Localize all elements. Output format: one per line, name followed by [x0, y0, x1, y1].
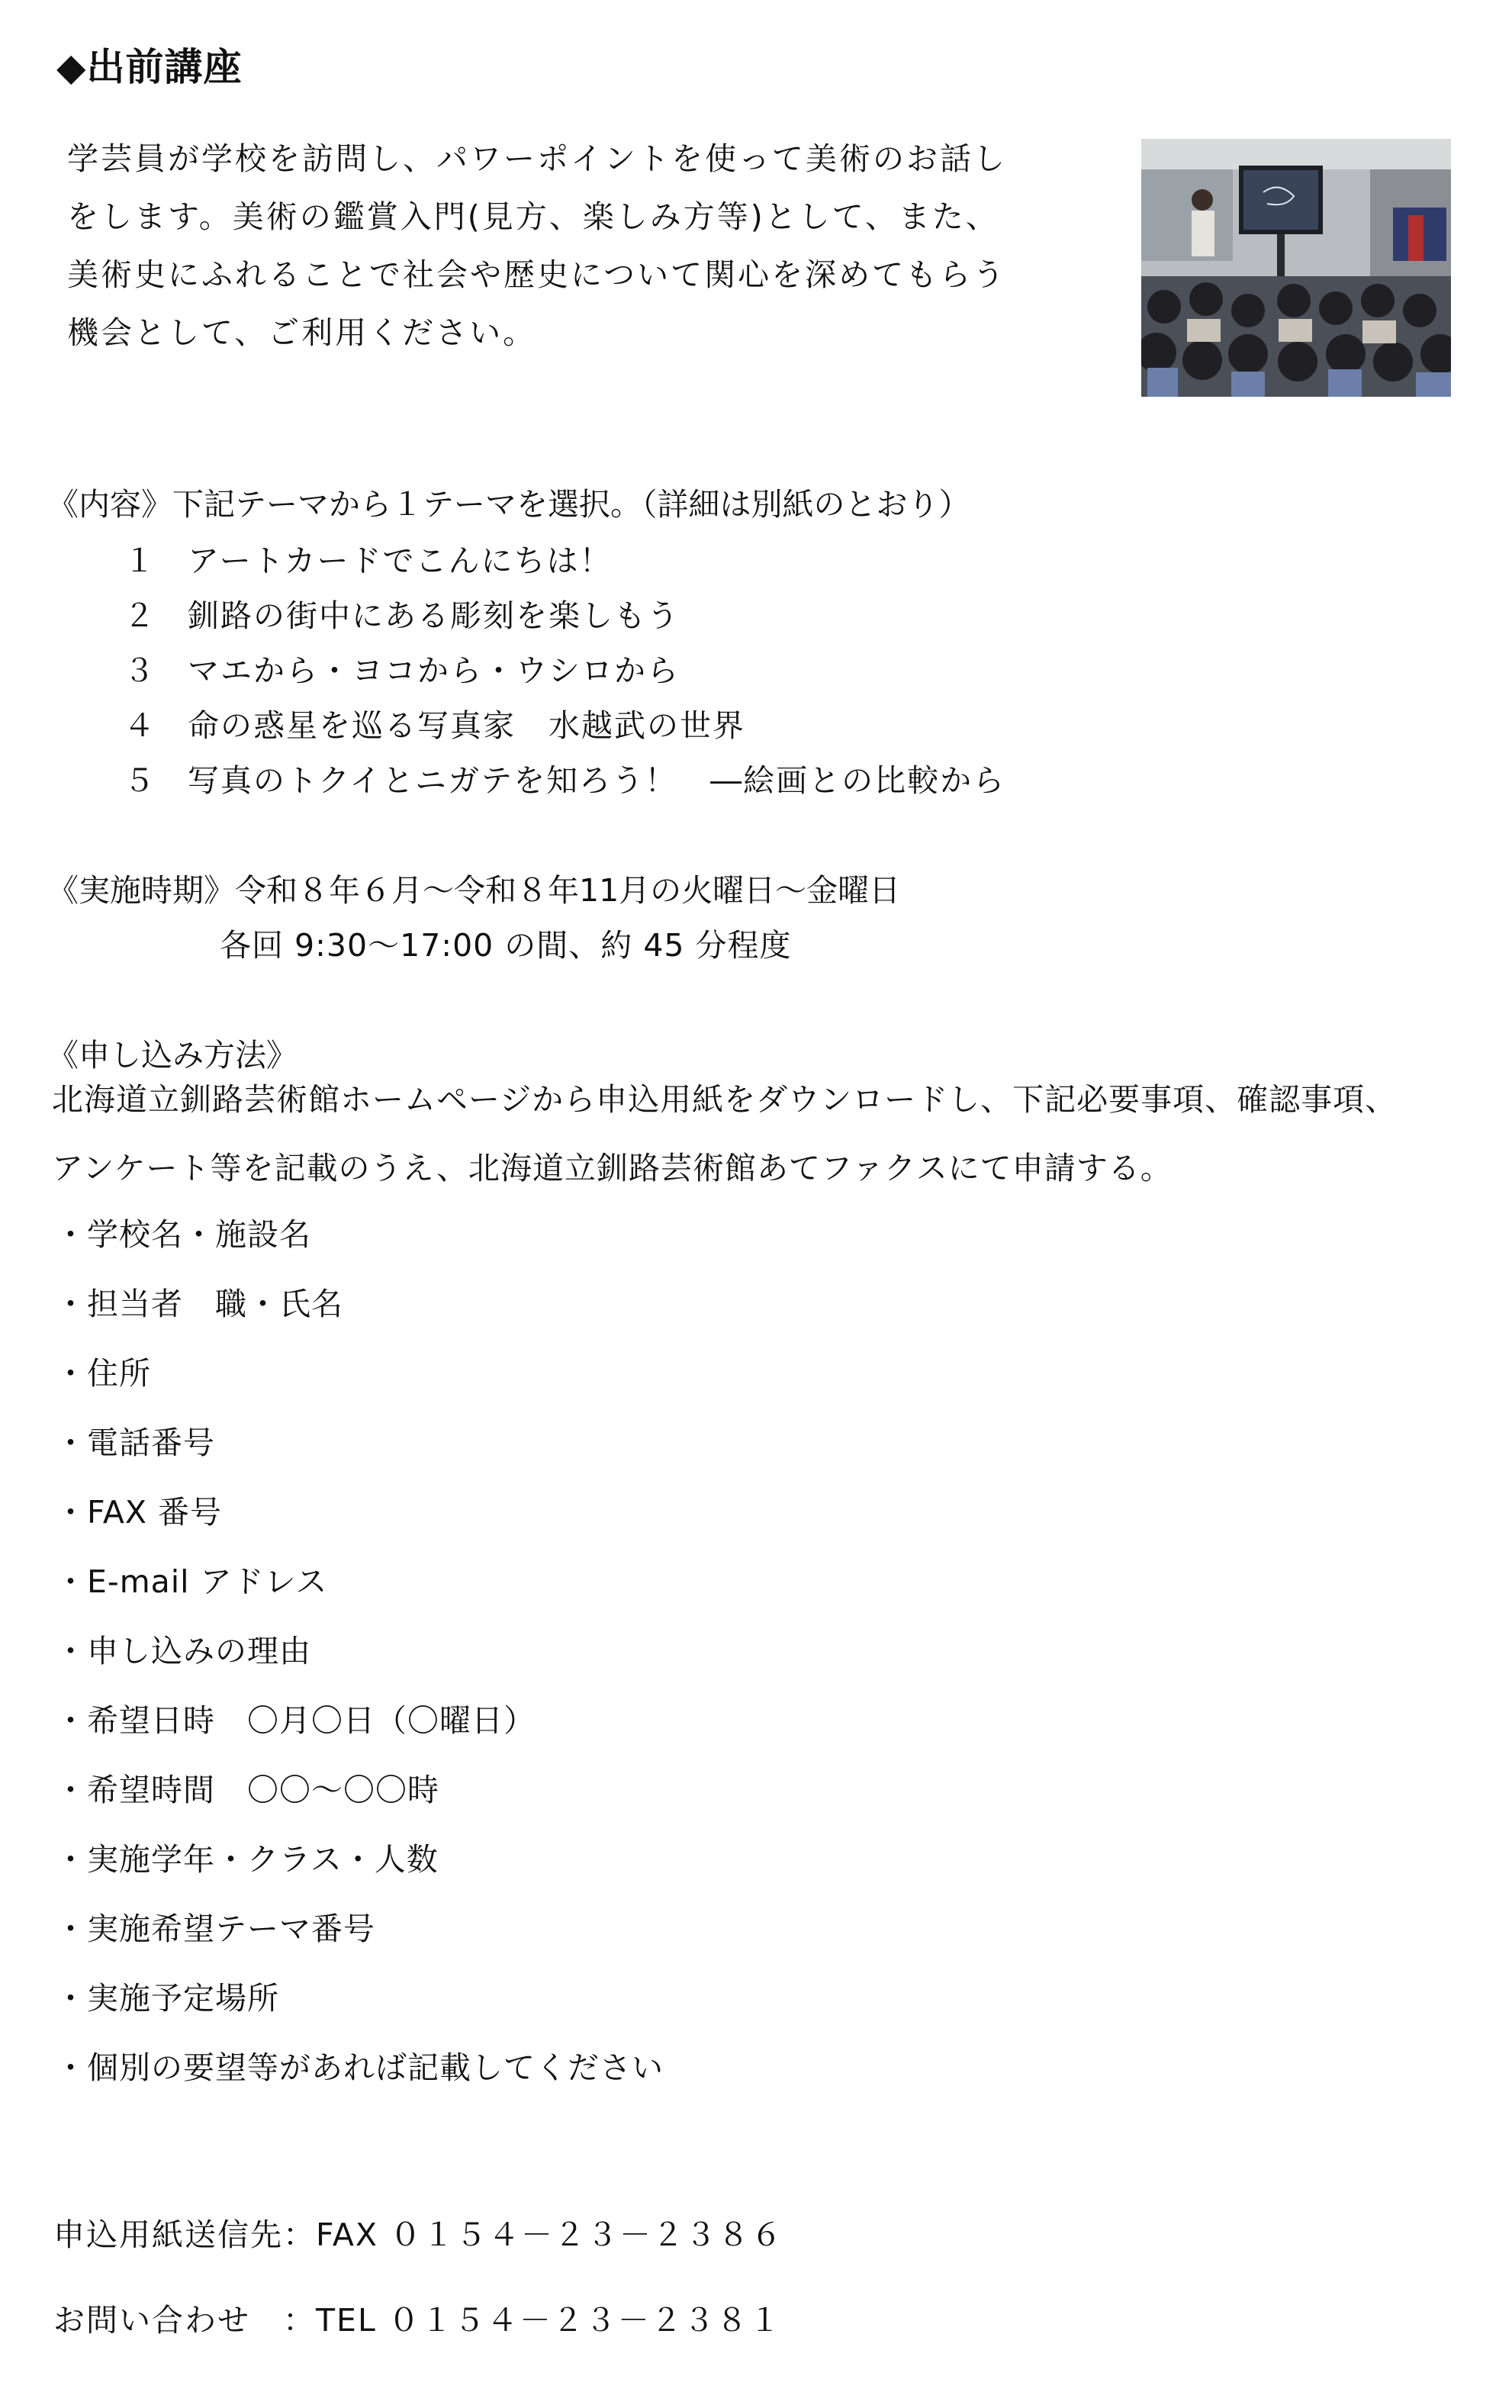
list-item: ・希望日時 〇月〇日（〇曜日）	[55, 1702, 536, 1739]
list-item: ・申し込みの理由	[55, 1633, 311, 1669]
list-item: ・学校名・施設名	[55, 1216, 311, 1253]
theme-item	[124, 755, 1005, 800]
theme-item	[124, 645, 680, 691]
classroom-photo-illustration	[1141, 139, 1451, 397]
theme-item	[124, 591, 680, 636]
list-item: ・E-mail アドレス	[55, 1563, 328, 1600]
intro-line: 機会として、ご利用ください。	[67, 314, 537, 351]
tel-contact: お問い合わせ ：TEL ０１５４－２３－２３８１	[53, 2302, 782, 2339]
list-item: ・電話番号	[55, 1425, 215, 1461]
theme-text: アートカードでこんにちは！	[188, 542, 613, 579]
theme-text: 命の惑星を巡る写真家 水越武の世界	[188, 707, 745, 744]
theme-number: ４	[124, 707, 156, 744]
theme-number: ２	[124, 597, 156, 634]
intro-line: をします。美術の鑑賞入門(見方、楽しみ方等)として、また、	[67, 198, 999, 235]
list-item: ・担当者 職・氏名	[55, 1286, 343, 1322]
apply-heading: 《申し込み方法》	[47, 1037, 298, 1074]
page-title: ◆出前講座	[56, 45, 243, 89]
period-detail: 各回 9:30～17:00 の間、約 45 分程度	[220, 927, 792, 964]
list-item: ・個別の要望等があれば記載してください	[55, 2049, 664, 2086]
theme-text: 釧路の街中にある彫刻を楽しもう	[188, 597, 680, 634]
period-heading: 《実施時期》令和８年６月～令和８年11月の火曜日～金曜日	[47, 872, 901, 909]
theme-text: マエから・ヨコから・ウシロから	[188, 652, 680, 689]
theme-number: １	[124, 542, 156, 579]
list-item: ・希望時間 〇〇～〇〇時	[55, 1772, 439, 1808]
fax-contact: 申込用紙送信先：FAX ０１５４－２３－２３８６	[53, 2216, 783, 2253]
theme-number: ３	[124, 652, 156, 689]
list-item: ・実施希望テーマ番号	[55, 1911, 375, 1947]
theme-item	[124, 536, 613, 581]
apply-description-line: 北海道立釧路芸術館ホームページから申込用紙をダウンロードし、下記必要事項、確認事項、	[52, 1081, 1398, 1118]
intro-line: 美術史にふれることで社会や歴史について関心を深めてもらう	[67, 256, 1007, 293]
theme-text: 写真のトクイとニガテを知ろう！ ―絵画との比較から	[188, 762, 1006, 799]
list-item: ・実施学年・クラス・人数	[55, 1841, 439, 1878]
content-heading: 《内容》下記テーマから１テーマを選択。（詳細は別紙のとおり）	[47, 486, 970, 523]
apply-description-line: アンケート等を記載のうえ、北海道立釧路芸術館あてファクスにて申請する。	[52, 1150, 1173, 1186]
list-item: ・住所	[55, 1355, 151, 1392]
intro-line: 学芸員が学校を訪問し、パワーポイントを使って美術のお話し	[67, 140, 1007, 177]
list-item: ・FAX 番号	[55, 1494, 222, 1531]
intro-paragraph	[67, 130, 1120, 362]
theme-item	[124, 700, 745, 745]
theme-number: ５	[124, 762, 156, 799]
required-items-list	[55, 1209, 664, 2112]
list-item: ・実施予定場所	[55, 1980, 279, 2017]
classroom-photo	[1141, 139, 1451, 397]
